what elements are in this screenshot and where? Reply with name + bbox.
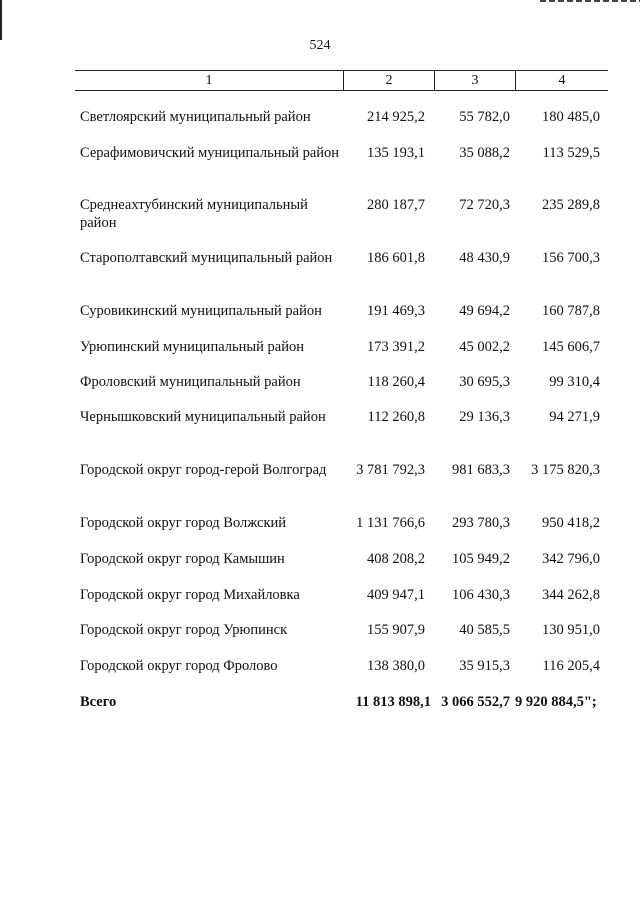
value-col4: 160 787,8 (542, 303, 600, 319)
value-col3: 106 430,3 (452, 587, 510, 603)
district-name: Городской округ город Урюпинск (80, 622, 288, 638)
value-col3: 48 430,9 (459, 250, 510, 266)
value-col4: 950 418,2 (542, 515, 600, 531)
value-col4: 3 175 820,3 (531, 462, 600, 478)
value-col2: 173 391,2 (367, 339, 425, 355)
value-col4: 156 700,3 (542, 250, 600, 266)
value-col2: 112 260,8 (367, 409, 425, 425)
district-name: Светлоярский муниципальный район (80, 109, 311, 125)
scan-edge-mark (0, 0, 2, 40)
value-col3: 981 683,3 (452, 462, 510, 478)
value-col4: 94 271,9 (549, 409, 600, 425)
value-col4: 130 951,0 (542, 622, 600, 638)
value-col3: 293 780,3 (452, 515, 510, 531)
value-col3: 55 782,0 (459, 109, 510, 125)
value-col2: 186 601,8 (367, 250, 425, 266)
district-name: Фроловский муниципальный район (80, 374, 301, 390)
value-col2: 409 947,1 (367, 587, 425, 603)
page-number: 524 (309, 38, 331, 53)
value-col4: 113 529,5 (542, 145, 600, 161)
column-header-2: 2 (385, 73, 393, 88)
value-col4: 344 262,8 (542, 587, 600, 603)
total-col3: 3 066 552,7 (441, 694, 510, 710)
value-col4: 342 796,0 (542, 551, 600, 567)
value-col2: 118 260,4 (367, 374, 425, 390)
column-header-1: 1 (205, 73, 213, 88)
value-col3: 72 720,3 (459, 197, 510, 213)
district-name: Среднеахтубинский муниципальный район (80, 197, 308, 231)
total-label: Всего (80, 694, 117, 710)
district-name: Городской округ город Камышин (80, 551, 285, 567)
district-name: Городской округ город Волжский (80, 515, 287, 531)
value-col2: 191 469,3 (367, 303, 425, 319)
value-col3: 35 915,3 (459, 658, 510, 674)
column-header-3: 3 (471, 73, 479, 88)
value-col2: 155 907,9 (367, 622, 425, 638)
total-col2: 11 813 898,1 (355, 694, 431, 710)
value-col2: 135 193,1 (367, 145, 425, 161)
value-col4: 99 310,4 (549, 374, 600, 390)
value-col3: 29 136,3 (459, 409, 510, 425)
value-col2: 138 380,0 (367, 658, 425, 674)
total-col4: 9 920 884,5"; (515, 694, 597, 710)
district-name: Чернышковский муниципальный район (80, 409, 326, 425)
district-name: Серафимовичский муниципальный район (80, 145, 340, 161)
district-name: Старополтавский муниципальный район (80, 250, 333, 266)
value-col3: 40 585,5 (459, 622, 510, 638)
column-header-4: 4 (558, 73, 566, 88)
table-header-row (75, 70, 608, 91)
district-name: Городской округ город-герой Волгоград (80, 462, 327, 478)
district-name: Урюпинский муниципальный район (80, 339, 304, 355)
scan-edge-mark-top (540, 0, 640, 2)
value-col4: 116 205,4 (542, 658, 600, 674)
value-col2: 3 781 792,3 (356, 462, 425, 478)
value-col4: 145 606,7 (542, 339, 600, 355)
value-col2: 214 925,2 (367, 109, 425, 125)
value-col3: 45 002,2 (459, 339, 510, 355)
value-col3: 105 949,2 (452, 551, 510, 567)
value-col4: 180 485,0 (542, 109, 600, 125)
value-col2: 1 131 766,6 (356, 515, 425, 531)
district-name: Суровикинский муниципальный район (80, 303, 322, 319)
value-col2: 280 187,7 (367, 197, 425, 213)
district-name: Городской округ город Фролово (80, 658, 278, 674)
value-col3: 30 695,3 (459, 374, 510, 390)
value-col2: 408 208,2 (367, 551, 425, 567)
district-name: Городской округ город Михайловка (80, 587, 300, 603)
value-col3: 35 088,2 (459, 145, 510, 161)
value-col4: 235 289,8 (542, 197, 600, 213)
value-col3: 49 694,2 (459, 303, 510, 319)
